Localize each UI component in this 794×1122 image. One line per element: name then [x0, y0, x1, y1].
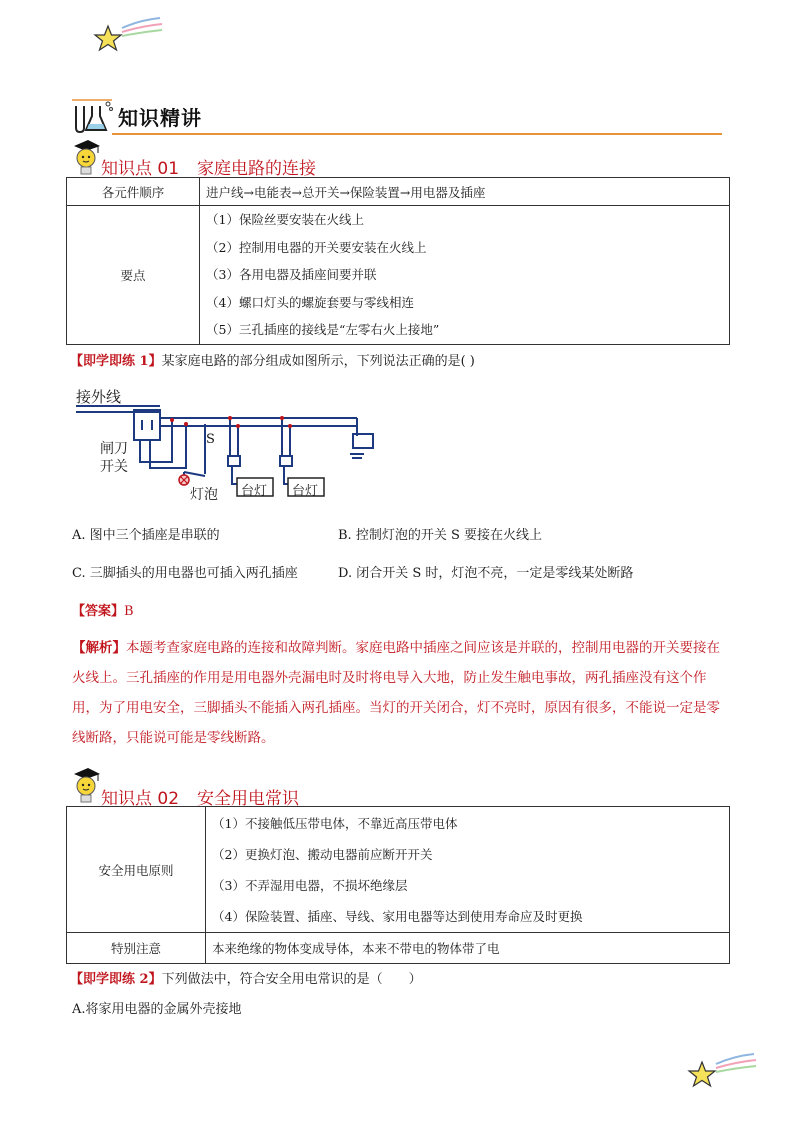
table-points-cell	[206, 807, 730, 933]
label-incoming-wire: 接外线	[76, 388, 122, 406]
table-label: 安全用电原则	[67, 807, 206, 933]
flask-icon	[72, 94, 116, 134]
knowledge-point-1-heading	[101, 154, 316, 179]
knowledge-table-1	[66, 177, 730, 345]
list-item: （4）保险装置、插座、导线、家用电器等达到使用寿命应及时更换	[212, 908, 583, 924]
exercise-tag: 【即学即练 2】	[70, 972, 162, 987]
knowledge-point-number: 知识点 01	[101, 159, 180, 179]
list-item: （2）更换灯泡、搬动电器前应断开开关	[212, 846, 433, 862]
analysis-tag: 【解析】	[72, 640, 126, 656]
list-item: （1）不接触低压带电体，不靠近高压带电体	[212, 815, 458, 831]
option-b: B. 控制灯泡的开关 S 要接在火线上	[338, 528, 542, 543]
list-item: （5）三孔插座的接线是“左零右火上接地”	[206, 322, 440, 337]
list-item: （3）各用电器及插座间要并联	[206, 267, 377, 282]
answer-line	[72, 600, 134, 619]
list-item: （1）保险丝要安装在火线上	[206, 212, 364, 227]
section-title: 知识精讲	[118, 106, 202, 130]
knowledge-point-number: 知识点 02	[101, 789, 180, 809]
exercise-tag: 【即学即练 1】	[70, 354, 162, 369]
shooting-star-icon	[92, 16, 164, 58]
question-text: 下列做法中，符合安全用电常识的是（ ）	[161, 972, 422, 987]
question-text: 某家庭电路的部分组成如图所示，下列说法正确的是( )	[161, 354, 475, 369]
label-knife-switch: 闸刀	[100, 441, 128, 457]
knowledge-point-title: 家庭电路的连接	[197, 159, 317, 179]
shooting-star-icon	[686, 1052, 758, 1094]
analysis-paragraph	[72, 633, 724, 753]
option-d: D. 闭合开关 S 时，灯泡不亮，一定是零线某处断路	[338, 566, 634, 581]
option-a: A. 图中三个插座是串联的	[72, 528, 220, 543]
analysis-text: 本题考查家庭电路的连接和故障判断。家庭电路中插座之间应该是并联的，控制用电器的开关要接在火线上。三孔插座的作用是用电器外壳漏电时及时将电导入大地，防止发生触电事故，两孔插座没有这个作用，为了用电安全，三脚插头不能插入两孔插座。当灯的开关闭合，灯不亮时，原因有很多，不能说一定是零线断路，只能说可能是零线断路。	[72, 640, 720, 746]
scholar-mascot-icon	[70, 138, 102, 178]
answer-value: B	[124, 604, 134, 619]
section-header	[72, 94, 722, 136]
exercise-1-question	[70, 350, 475, 369]
table-value: 进户线→电能表→总开关→保险装置→用电器及插座	[200, 178, 730, 206]
table-label: 要点	[67, 206, 200, 345]
table-label: 特别注意	[67, 933, 206, 964]
exercise-2-option-a: A.将家用电器的金属外壳接地	[72, 1002, 242, 1017]
knowledge-point-title: 安全用电常识	[197, 789, 300, 809]
table-points-cell	[200, 206, 730, 345]
scholar-mascot-icon	[70, 766, 102, 806]
label-desk-lamp-2: 台灯	[292, 484, 319, 499]
label-desk-lamp-1: 台灯	[241, 484, 268, 499]
list-item: （4）螺口灯头的螺旋套要与零线相连	[206, 294, 414, 310]
list-item: （2）控制用电器的开关要安装在火线上	[206, 239, 427, 255]
label-knife-switch-2: 开关	[100, 459, 128, 475]
section-divider	[112, 133, 722, 135]
exercise-2-question	[70, 968, 422, 987]
table-value: 本来绝缘的物体变成导体，本来不带电的物体带了电	[206, 933, 730, 964]
list-item: （3）不弄湿用电器，不损坏绝缘层	[212, 877, 408, 893]
label-switch-s: S	[206, 432, 215, 447]
label-bulb: 灯泡	[190, 487, 218, 503]
option-c: C. 三脚插头的用电器也可插入两孔插座	[72, 566, 298, 581]
knowledge-table-2	[66, 806, 730, 964]
table-label: 各元件顺序	[67, 178, 200, 206]
circuit-diagram	[72, 384, 392, 504]
answer-tag: 【答案】	[72, 604, 125, 619]
